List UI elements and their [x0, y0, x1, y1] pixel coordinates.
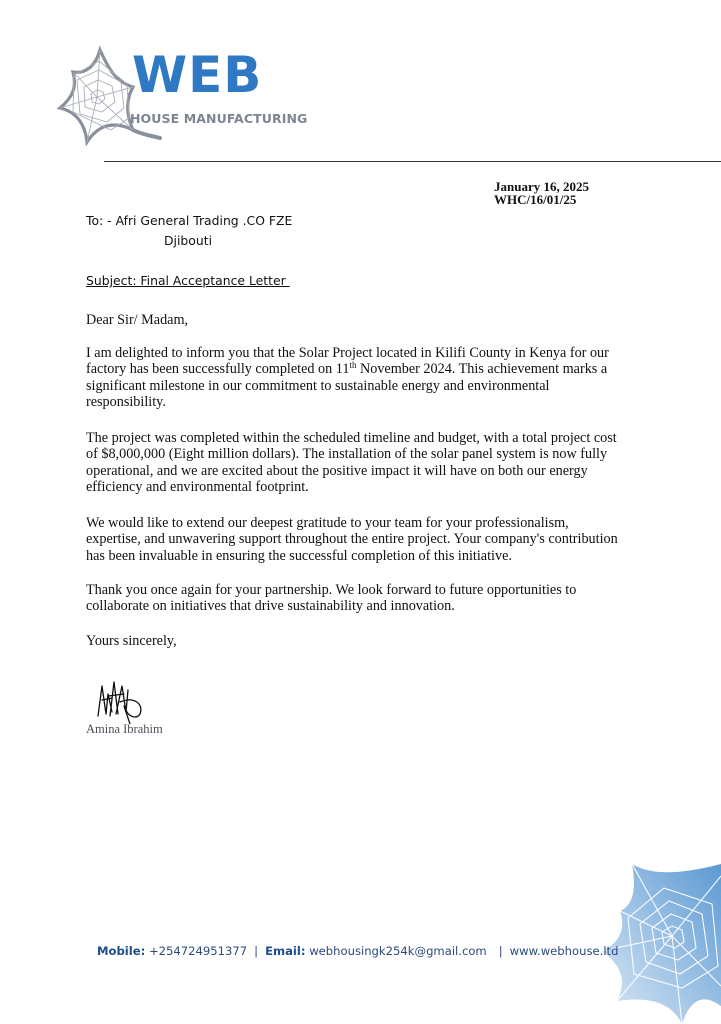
email-value[interactable]: webhousingk254k@gmail.com [309, 944, 487, 958]
header-divider [104, 161, 721, 162]
paragraph-completion [86, 345, 626, 410]
letter-reference: WHC/16/01/25 [494, 192, 577, 207]
p1-text-end: November 2024. This achievement marks a significant milestone in our commitment to sustainable energy and environmental responsibility. [86, 361, 608, 410]
footer-contact [97, 944, 618, 958]
footer-separator: | [498, 944, 503, 958]
subject-line: Subject: Final Acceptance Letter [86, 273, 290, 288]
mobile-value: +254724951377 [148, 944, 248, 958]
date-reference-block [494, 180, 589, 206]
footer-separator: | [254, 944, 259, 958]
ordinal-suffix: th [349, 360, 357, 371]
paragraph-thanks: Thank you once again for your partnership. We look forward to future opportunities to collaborate on initiatives that drive sustainability and innovation. [86, 582, 577, 615]
logo-subtitle: HOUSE MANUFACTURING [130, 111, 308, 126]
signer-name: Amina Ibrahim [86, 722, 163, 736]
paragraph-gratitude: We would like to extend our deepest gratitude to your team for your professionalism, expertise, and unwavering support throughout the entire project. Your company's contribution has been invaluable in ensuring the successful completion of this initiative. [86, 515, 618, 564]
p1-text-start: I am delighted to inform you that the Solar Project located in Kilifi County in Kenya for our factory has been successfully completed on 11 [86, 345, 609, 378]
handwritten-signature [94, 676, 154, 724]
closing: Yours sincerely, [86, 633, 177, 649]
salutation: Dear Sir/ Madam, [86, 312, 189, 328]
spider-web-decoration-icon [572, 856, 721, 1024]
paragraph-cost: The project was completed within the scheduled timeline and budget, with a total project cost of $8,000,000 (Eight million dollars). The installation of the solar panel system is now fully operational, and we are excited about the positive impact it will have on both our energy efficiency and environmental footprint. [86, 430, 617, 495]
mobile-label: Mobile: [97, 944, 146, 958]
website-link[interactable]: www.webhouse.ltd [509, 944, 619, 958]
recipient-line: To: - Afri General Trading .CO FZE [86, 213, 293, 228]
logo-wordmark: WEB [132, 46, 263, 104]
email-label: Email: [265, 944, 306, 958]
letter-date: January 16, 2025 [494, 179, 589, 194]
recipient-city: Djibouti [164, 233, 213, 248]
